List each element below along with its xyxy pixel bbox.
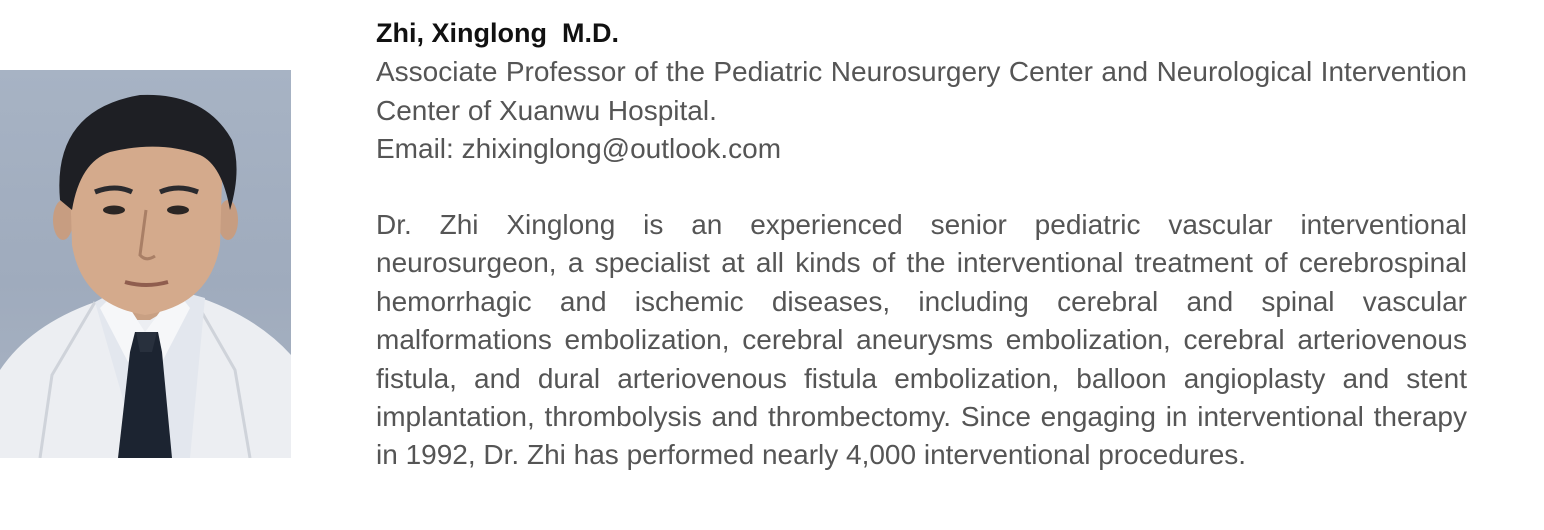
email-label: Email:	[376, 133, 454, 164]
profile-content	[376, 14, 1467, 475]
doctor-biography: Dr. Zhi Xinglong is an experienced senior pediatric vascular interventional neurosurgeon, a specialist at all kinds of the interventional treatment of cerebrospinal hemorrhagic and ischemic diseases, including cerebral and spinal vascular malformations embolization, cerebral aneurysms embolization, cerebral arteriovenous fistula, and dural arteriovenous fistula embolization, balloon angioplasty and stent implantation, thrombolysis and thrombectomy. Since engaging in interventional therapy in 1992, Dr. Zhi has performed nearly 4,000 interventional procedures.	[376, 209, 1467, 471]
doctor-title: Associate Professor of the Pediatric Neurosurgery Center and Neurological Intervention Center of Xuanwu Hospital.	[376, 56, 1467, 126]
portrait-icon	[0, 70, 291, 458]
email-line	[376, 130, 1467, 168]
doctor-portrait-photo	[0, 70, 291, 458]
doctor-name: Zhi, Xinglong M.D.	[376, 18, 619, 48]
email-address: zhixinglong@outlook.com	[461, 133, 782, 164]
